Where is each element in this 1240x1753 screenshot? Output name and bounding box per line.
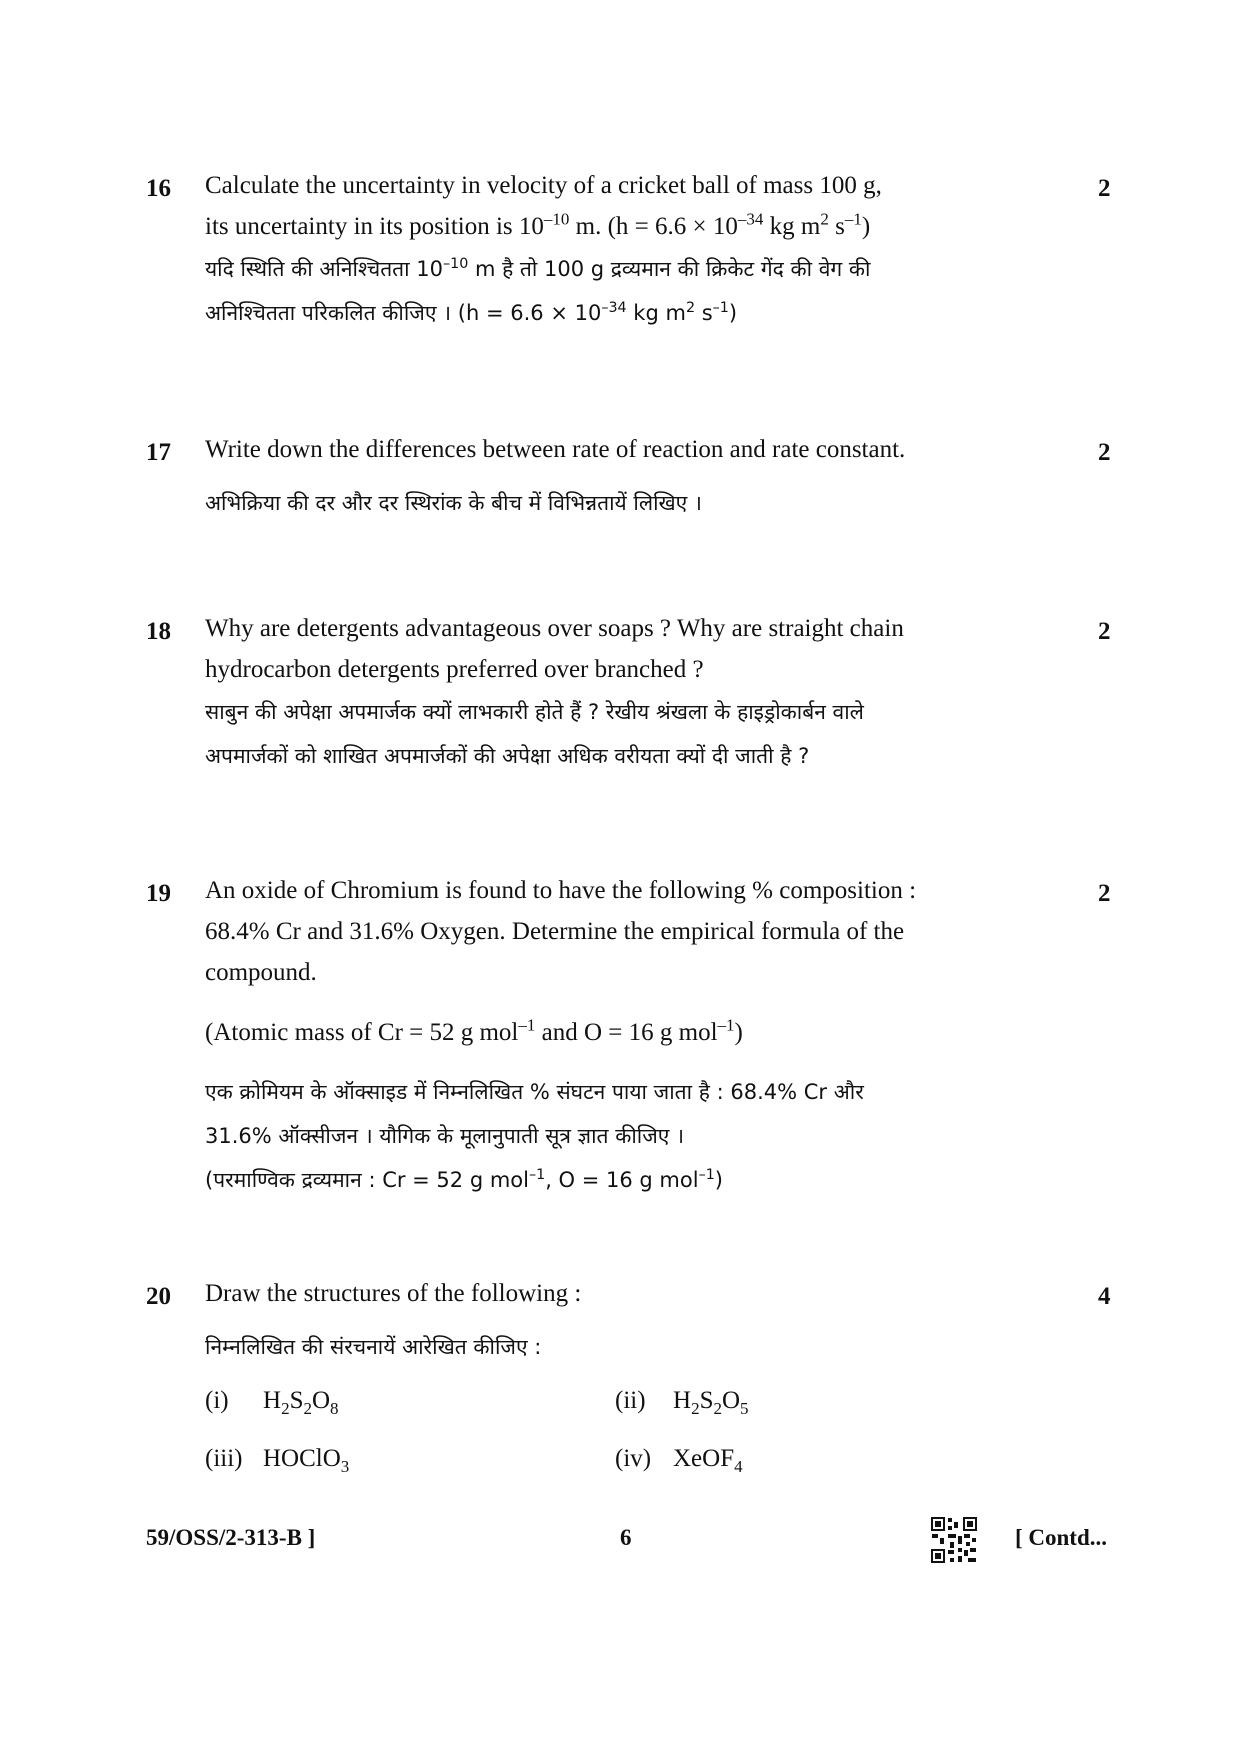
question-text-english xyxy=(205,870,1065,993)
question-number: 20 xyxy=(146,1283,171,1310)
text-line: Why are detergents advantageous over soaps ? Why are straight chain xyxy=(205,615,904,642)
question-number: 18 xyxy=(146,618,171,645)
question-text-hindi xyxy=(205,481,1065,525)
question-number: 16 xyxy=(146,175,171,202)
option-iii: (iii) HOClO$_3$ xyxy=(205,1445,350,1476)
option-ii: (ii) $H_2S_2O_5$ xyxy=(615,1387,749,1418)
question-marks: 2 xyxy=(1098,175,1111,202)
question-text-hindi xyxy=(205,690,1065,778)
question-marks: 2 xyxy=(1098,880,1111,907)
text-line: (परमाण्विक द्रव्यमान : Cr = 52 g mol$^{-1}$, O = 16 g mol$^{-1}$) xyxy=(205,1167,723,1192)
page-number: 6 xyxy=(620,1525,632,1550)
text-line: यदि स्थिति की अनिश्चितता $10^{-10}$ m है तो 100 g द्रव्यमान की क्रिकेट गेंद की वेग की xyxy=(205,256,871,281)
text-line: An oxide of Chromium is found to have the following % composition : xyxy=(205,877,917,904)
text-line: अनिश्चितता परिकलित कीजिए । ($h = 6.6 \times 10^{-34}$ kg $m^2$ $s^{-1}$) xyxy=(205,300,738,325)
question-number: 17 xyxy=(146,439,171,466)
question-text-english xyxy=(205,1273,1065,1314)
option-iv: (iv) XeOF$_4$ xyxy=(615,1445,743,1476)
text-line: compound. xyxy=(205,959,317,986)
atomic-mass-english xyxy=(205,1012,1065,1053)
paper-code: 59/OSS/2-313-B ] xyxy=(146,1525,316,1550)
question-marks: 4 xyxy=(1098,1283,1111,1310)
text-line: hydrocarbon detergents preferred over branched ? xyxy=(205,656,704,683)
text-line: अपमार्जकों को शाखित अपमार्जकों की अपेक्षा अधिक वरीयता क्यों दी जाती है ? xyxy=(205,744,810,768)
text-line: its uncertainty in its position is $10^{-10}$ m. ($h = 6.6 \times 10^{-34}$ kg $m^2$ $s^{-1}$) xyxy=(205,209,871,240)
question-marks: 2 xyxy=(1098,439,1111,466)
continued-label: [ Contd... xyxy=(1015,1525,1108,1550)
text-line: निम्नलिखित की संरचनायें आरेखित कीजिए : xyxy=(205,1335,542,1359)
text-line: 68.4% Cr and 31.6% Oxygen. Determine the empirical formula of the xyxy=(205,918,905,945)
question-text-english xyxy=(205,165,1065,247)
text-line: Write down the differences between rate of reaction and rate constant. xyxy=(205,436,906,463)
text-line: साबुन की अपेक्षा अपमार्जक क्यों लाभकारी होते हैं ? रेखीय श्रंखला के हाइड्रोकार्बन वाले xyxy=(205,700,864,724)
question-text-hindi xyxy=(205,247,1065,335)
question-text-hindi xyxy=(205,1070,1065,1202)
option-i: (i) $H_2S_2O_8$ xyxy=(205,1387,339,1418)
text-line: 31.6% ऑक्सीजन । यौगिक के मूलानुपाती सूत्र ज्ञात कीजिए । xyxy=(205,1124,685,1148)
question-text-english xyxy=(205,608,1065,690)
text-line: (Atomic mass of Cr = 52 g mol$^{-1}$ and O = 16 g mol$^{-1}$) xyxy=(205,1015,743,1046)
question-number: 19 xyxy=(146,880,171,907)
text-line: Calculate the uncertainty in velocity of a cricket ball of mass 100 g, xyxy=(205,172,882,199)
qr-code-icon xyxy=(930,1516,978,1564)
question-text-english xyxy=(205,429,1065,470)
text-line: अभिक्रिया की दर और दर स्थिरांक के बीच में विभिन्नतायें लिखिए । xyxy=(205,491,702,515)
text-line: एक क्रोमियम के ऑक्साइड में निम्नलिखित % संघटन पाया जाता है : 68.4% Cr और xyxy=(205,1080,864,1104)
question-text-hindi xyxy=(205,1325,1065,1369)
text-line: Draw the structures of the following : xyxy=(205,1280,582,1307)
question-marks: 2 xyxy=(1098,618,1111,645)
